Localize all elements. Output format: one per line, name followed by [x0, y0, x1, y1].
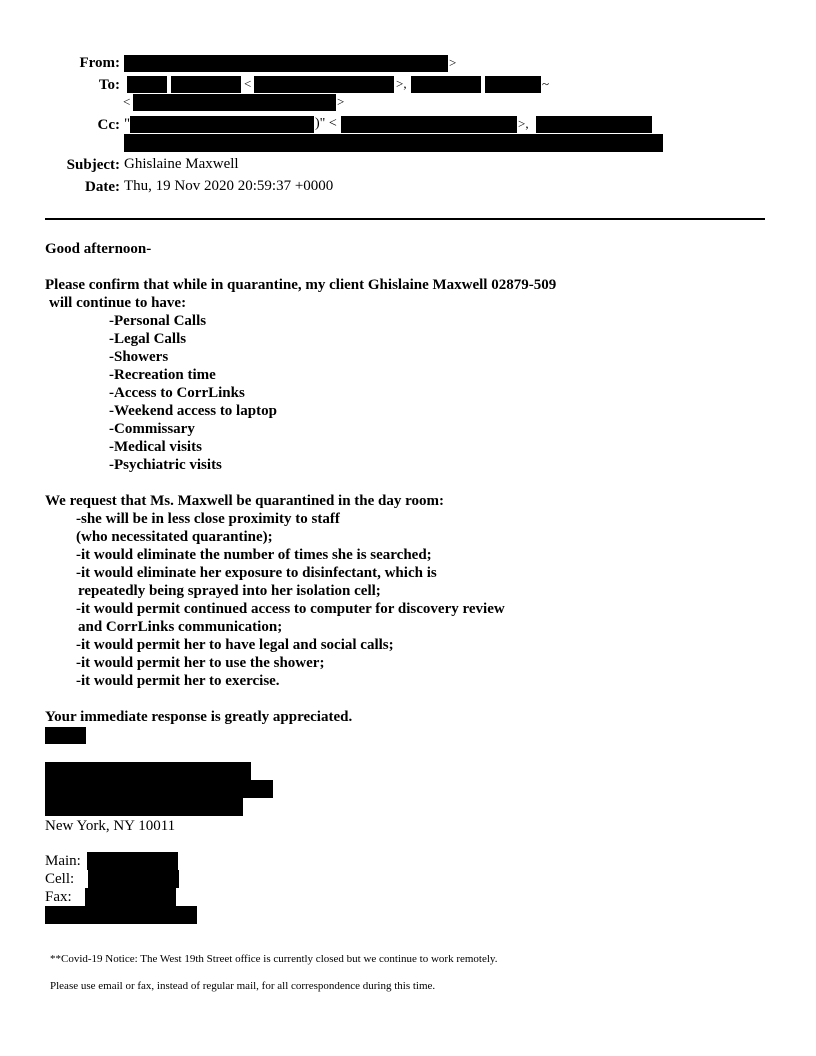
covid-notice: **Covid-19 Notice: The West 19th Street office is currently closed but we continue to work remotely.: [50, 953, 498, 965]
reason-item: and CorrLinks communication;: [78, 619, 283, 635]
redaction-sender-name: [45, 727, 86, 744]
reason-item: -it would eliminate her exposure to disinfectant, which is: [76, 565, 437, 581]
cc-quote: ": [124, 116, 131, 132]
redaction-main-phone: [87, 852, 178, 870]
date-value: Thu, 19 Nov 2020 20:59:37 +0000: [124, 178, 334, 194]
fax-label: Fax:: [45, 889, 72, 905]
redaction-cc-1: [130, 116, 314, 133]
list-item: -Showers: [109, 349, 169, 365]
reason-item: (who necessitated quarantine);: [76, 529, 273, 545]
from-bracket: >: [449, 55, 457, 70]
list-item: -Access to CorrLinks: [109, 385, 245, 401]
redaction-to-3: [254, 76, 394, 93]
request-line: We request that Ms. Maxwell be quarantined in the day room:: [45, 493, 445, 509]
redaction-to-6: [133, 94, 336, 111]
date-label: Date:: [85, 179, 120, 195]
list-item: -Commissary: [109, 421, 195, 437]
redaction-cell-phone: [88, 870, 179, 888]
subject-label: Subject:: [66, 157, 120, 173]
redaction-sig-2: [45, 780, 273, 798]
to-tilde: ~: [542, 76, 550, 91]
reason-item: -it would eliminate the number of times she is searched;: [76, 547, 432, 563]
closing-line: Your immediate response is greatly appreciated.: [45, 709, 353, 725]
redaction-fax: [85, 888, 176, 906]
cc-middle: )" <: [315, 116, 337, 131]
to-label: To:: [98, 77, 120, 93]
redaction-cc-3: [536, 116, 652, 133]
confirm-line-1: Please confirm that while in quarantine, my client Ghislaine Maxwell 02879-509: [45, 277, 557, 293]
list-item: -Recreation time: [109, 367, 216, 383]
redaction-from: [124, 55, 448, 72]
confirm-line-2: will continue to have:: [49, 295, 187, 311]
redaction-email: [45, 906, 197, 924]
reason-item: repeatedly being sprayed into her isolation cell;: [78, 583, 381, 599]
main-label: Main:: [45, 853, 81, 869]
redaction-cc-4: [124, 134, 663, 152]
reason-item: -it would permit her to have legal and social calls;: [76, 637, 394, 653]
reason-item: -it would permit her to exercise.: [76, 673, 280, 689]
to-close-bracket: >,: [396, 76, 407, 91]
reason-item: -she will be in less close proximity to staff: [76, 511, 340, 527]
reason-item: -it would permit her to use the shower;: [76, 655, 325, 671]
greeting: Good afternoon-: [45, 241, 152, 257]
to2-close-bracket: >: [337, 94, 345, 109]
cell-label: Cell:: [45, 871, 75, 887]
redaction-to-5: [485, 76, 541, 93]
signature-city: New York, NY 10011: [45, 818, 176, 834]
redaction-cc-2: [341, 116, 517, 133]
redaction-sig-1: [45, 762, 251, 780]
redaction-to-2: [171, 76, 241, 93]
list-item: -Medical visits: [109, 439, 202, 455]
correspondence-instruction: Please use email or fax, instead of regular mail, for all correspondence during this time.: [50, 980, 436, 992]
redaction-to-1: [127, 76, 167, 93]
list-item: -Weekend access to laptop: [109, 403, 277, 419]
reason-item: -it would permit continued access to computer for discovery review: [76, 601, 505, 617]
list-item: -Personal Calls: [109, 313, 207, 329]
to-open-bracket: <: [244, 76, 252, 91]
list-item: -Psychiatric visits: [109, 457, 222, 473]
cc-label: Cc:: [97, 117, 120, 133]
to2-open-bracket: <: [123, 94, 131, 109]
cc-close-bracket: >,: [518, 116, 529, 131]
list-item: -Legal Calls: [109, 331, 187, 347]
subject-value: Ghislaine Maxwell: [124, 156, 239, 172]
redaction-sig-3: [45, 798, 243, 816]
redaction-to-4: [411, 76, 481, 93]
header-divider: [45, 218, 765, 220]
from-label: From:: [79, 55, 120, 71]
